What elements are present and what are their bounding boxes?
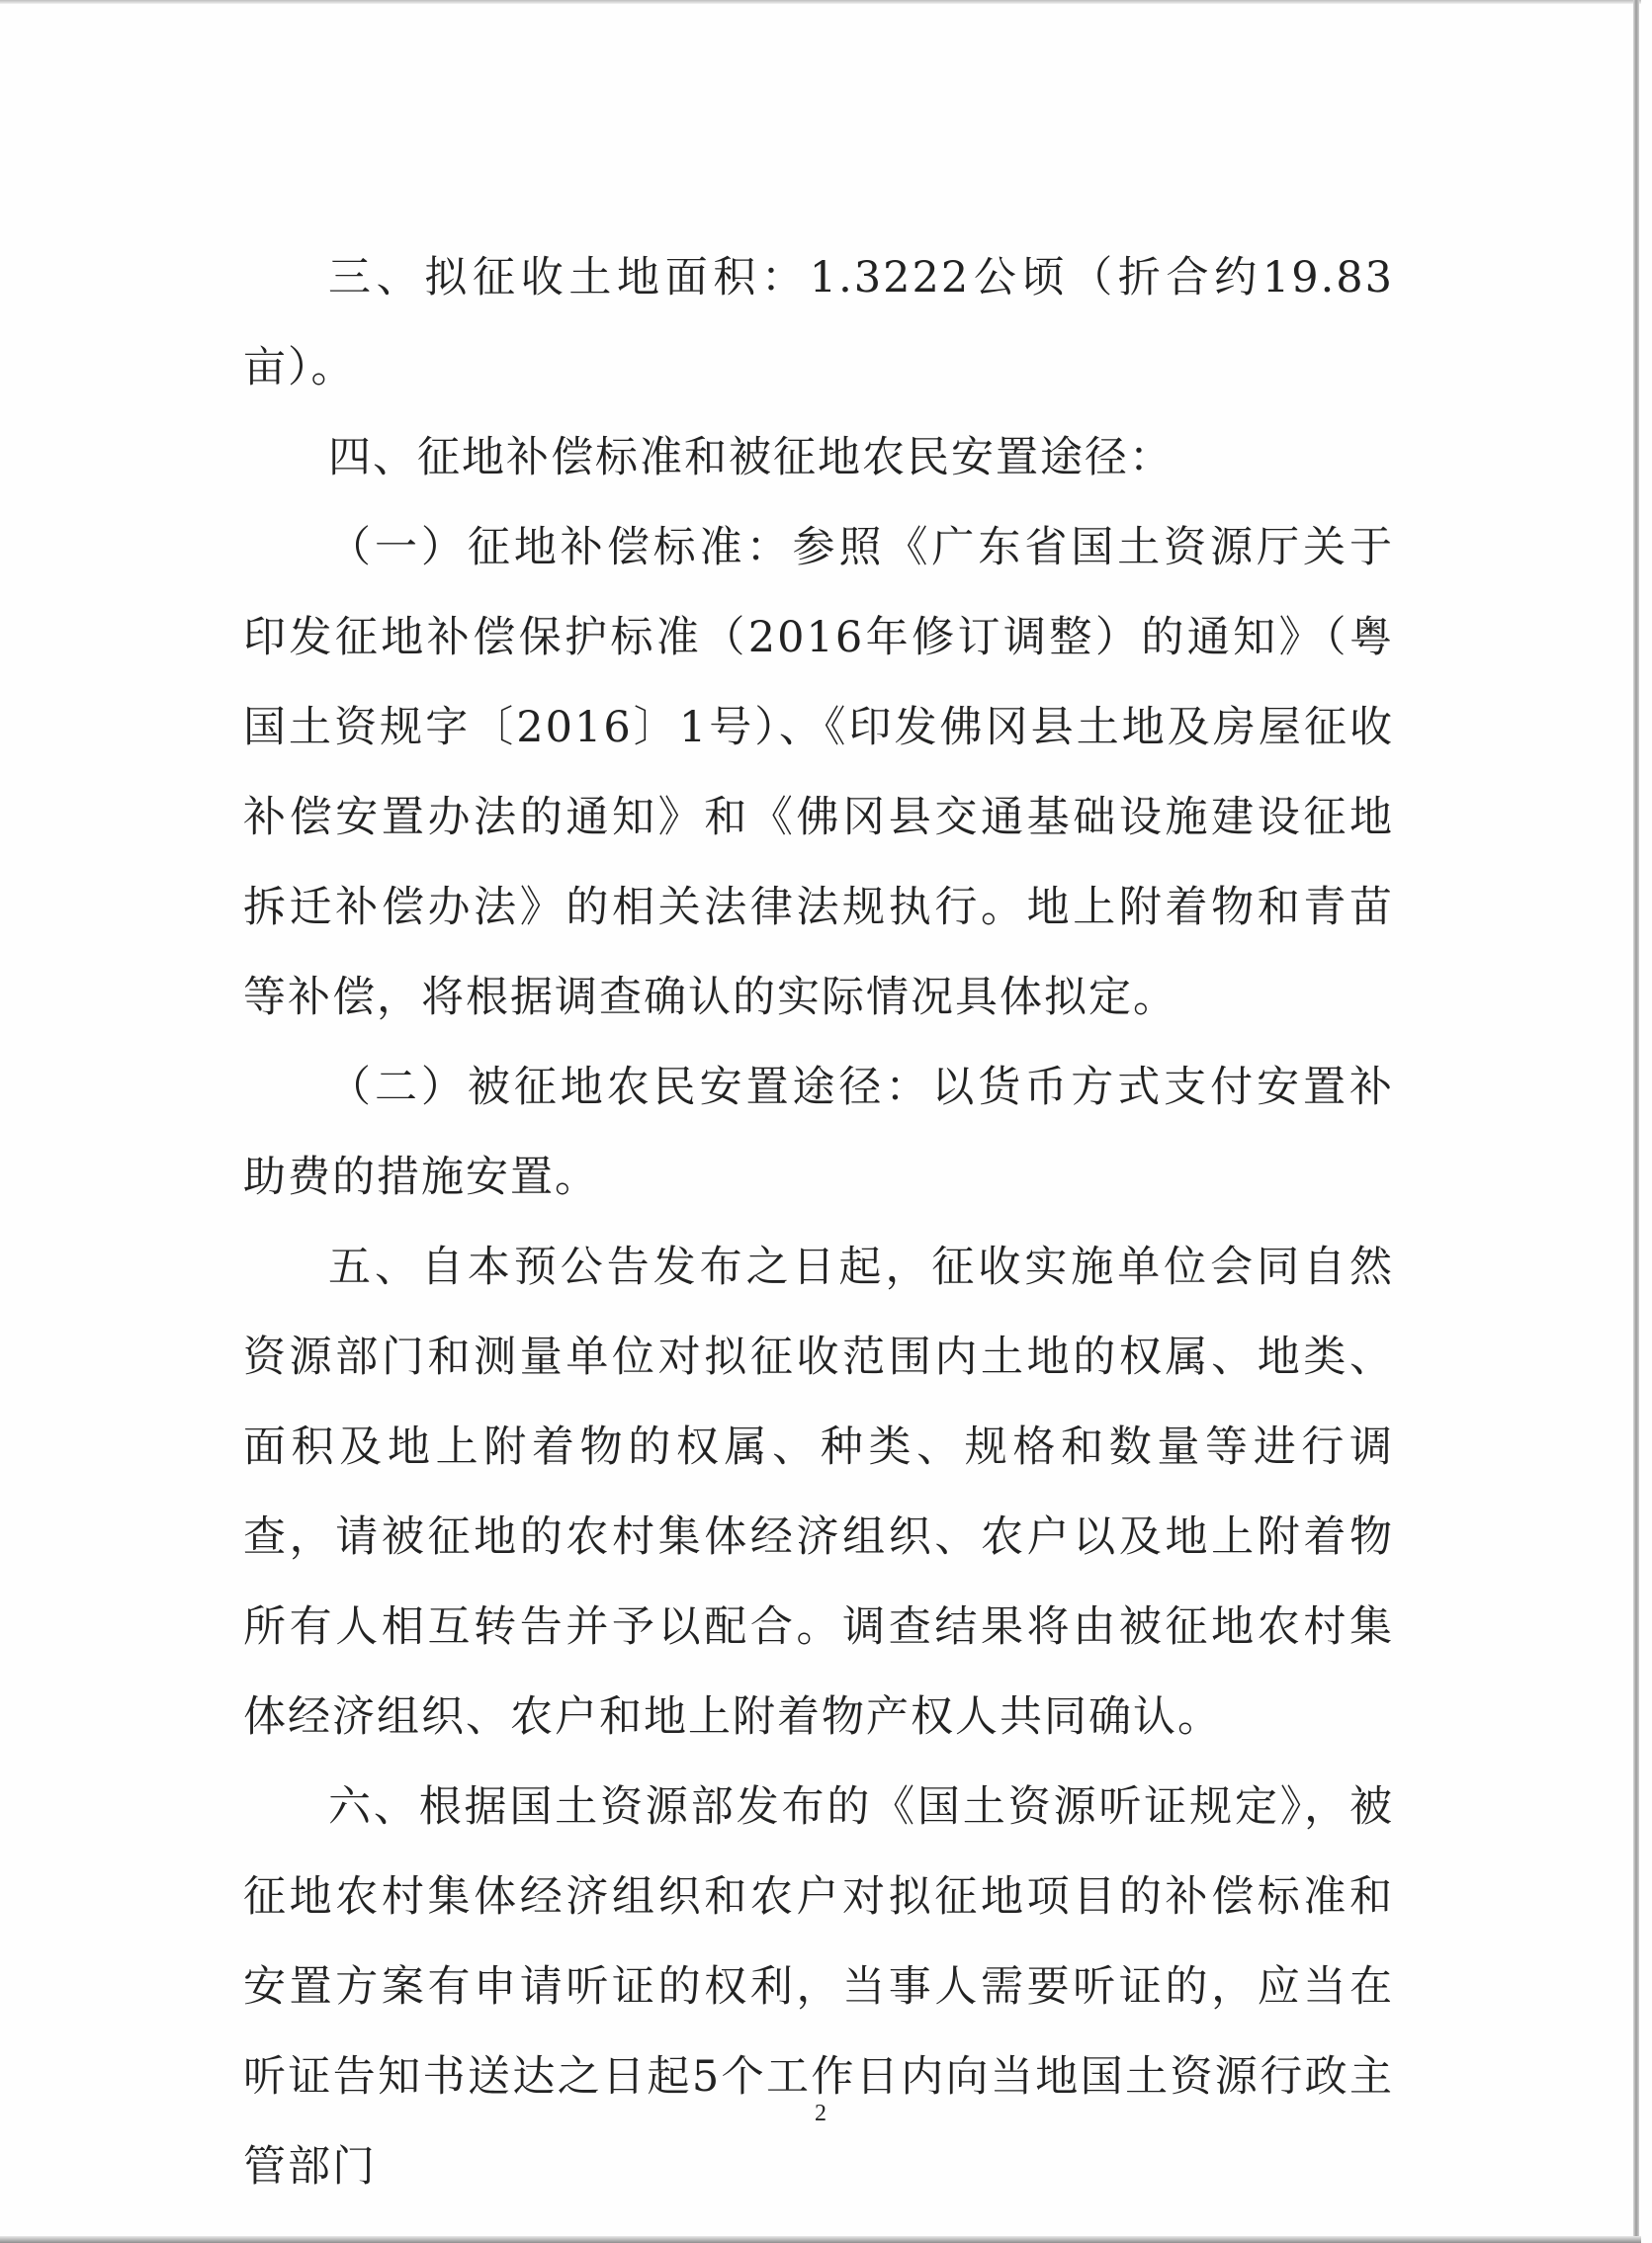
paragraph-investigation: 五、自本预公告发布之日起，征收实施单位会同自然资源部门和测量单位对拟征收范围内土地的权属、地类、面积及地上附着物的权属、种类、规格和数量等进行调查，请被征地的农村集体经济组织、农户以及地上附着物所有人相互转告并予以配合。调查结果将由被征地农村集体经济组织、农户和地上附着物产权人共同确认。: [243, 1243, 1394, 1742]
page-number: 2: [815, 2101, 826, 2126]
paragraph-land-area: 三、拟征收土地面积：1.3222公顷（折合约19.83亩）。: [243, 253, 1394, 392]
scan-edge-right: [1633, 0, 1639, 2243]
document-body: [243, 233, 1394, 2212]
paragraph-compensation-heading: 四、征地补偿标准和被征地农民安置途径：: [328, 433, 1174, 482]
scan-edge-top: [0, 0, 1641, 4]
scan-edge-bottom: [0, 2236, 1641, 2243]
paragraph-hearing-rights: 六、根据国土资源部发布的《国土资源听证规定》，被征地农村集体经济组织和农户对拟征地项目的补偿标准和安置方案有申请听证的权利，当事人需要听证的，应当在听证告知书送达之日起5个工作日内向当地国土资源行政主管部门: [243, 1782, 1394, 2192]
paragraph-resettlement: （二）被征地农民安置途径：以货币方式支付安置补助费的措施安置。: [243, 1063, 1394, 1202]
paragraph-compensation-standard: （一）征地补偿标准：参照《广东省国土资源厅关于印发征地补偿保护标准（2016年修订调整）的通知》（粤国土资规字〔2016〕1号）、《印发佛冈县土地及房屋征收补偿安置办法的通知》和《佛冈县交通基础设施建设征地拆迁补偿办法》的相关法律法规执行。地上附着物和青苗等补偿，将根据调查确认的实际情况具体拟定。: [243, 523, 1394, 1022]
